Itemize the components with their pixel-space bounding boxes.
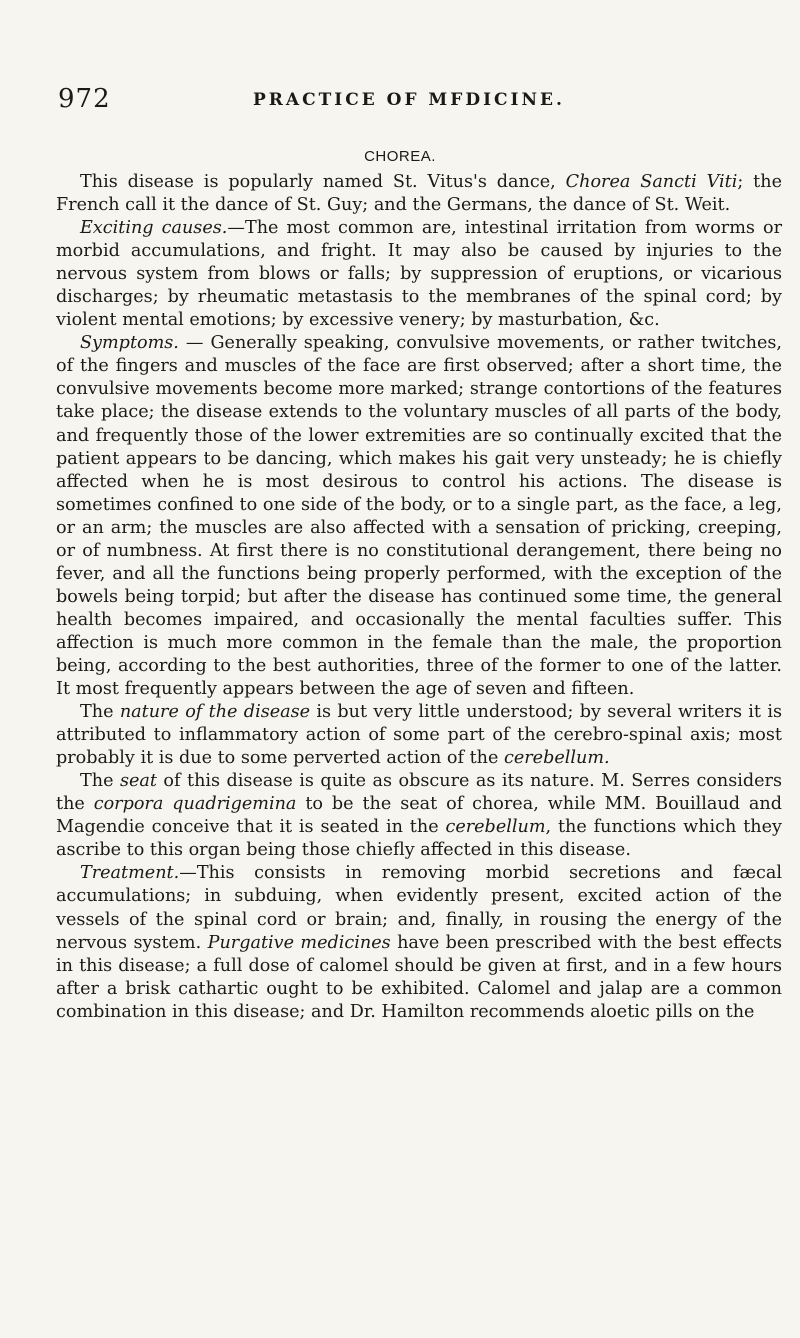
paragraph-symptoms: Symptoms. — Generally speaking, convulsive movements, or rather twitches, of the fingers and muscles of the face are first observed; after a short time, the convulsive movements become more marked; strange contortions of the features take place; the disease extends to the voluntary muscles of all parts of the body, and frequently those of the lower extremities are so continually excited that the patient appears to be dancing, which makes his gait very unsteady; he is chiefly affected when he is most desirous to control his actions. The disease is sometimes confined to one side of the body, or to a single part, as the face, a leg, or an arm; the muscles are also affected with a sensation of pricking, creeping, or of numbness. At first there is no constitutional derangement, there being no fever, and all the functions being properly performed, with the exception of the bowels being torpid; but after the disease has continued some time, the general health becomes impaired, and occasionally the mental faculties suffer. This affection is much more common in the female than the male, the proportion being, according to the best authorities, three of the former to one of the latter. It most frequently appears between the age of seven and fifteen. xyxy=(56,333,782,700)
paragraph-seat: The seat of this disease is quite as obscure as its nature. M. Serres considers the corpora quadrigemina to be the seat of chorea, while MM. Bouillaud and Magendie conceive that it is seated in the cerebellum, the functions which they ascribe to this organ being those chiefly affected in this disease. xyxy=(56,771,782,861)
page-number: 972 xyxy=(58,84,111,114)
paragraph-nature: The nature of the disease is but very little understood; by several writers it is attributed to inflammatory action of some part of the cerebro-spinal axis; most probably it is due to some perverted action of the cerebellum. xyxy=(56,702,782,769)
paragraph-exciting-causes: Exciting causes.—The most common are, intestinal irritation from worms or morbid accumulations, and fright. It may also be caused by injuries to the nervous system from blows or falls; by suppression of eruptions, or vicarious discharges; by rheumatic metastasis to the membranes of the spinal cord; by violent mental emotions; by excessive venery; by masturbation, &c. xyxy=(56,218,783,331)
body-text xyxy=(56,171,782,1024)
subheading-symptoms: Symptoms. xyxy=(80,333,179,354)
paragraph-intro: This disease is popularly named St. Vitus's dance, Chorea Sancti Viti; the French call it the dance of St. Guy; and the Germans, the dance of St. Weit. xyxy=(56,172,782,216)
subheading-treatment: Treatment. xyxy=(80,863,180,884)
page-header xyxy=(58,84,778,118)
paragraph-treatment: Treatment.—This consists in removing morbid secretions and fæcal accumulations; in subduing, when evidently present, excited action of the vessels of the spinal cord or brain; and, finally, in rousing the energy of the nervous system. Purgative medicines have been prescribed with the best effects in this disease; a full dose of calomel should be given at first, and in a few hours after a brisk cathartic ought to be exhibited. Calomel and jalap are a common combination in this disease; and Dr. Hamilton recommends aloetic pills on the xyxy=(56,863,782,1022)
running-title: PRACTICE OF MFDICINE. xyxy=(253,90,565,110)
section-title: CHOREA. xyxy=(364,148,436,165)
subheading-exciting-causes: Exciting causes. xyxy=(80,218,228,239)
